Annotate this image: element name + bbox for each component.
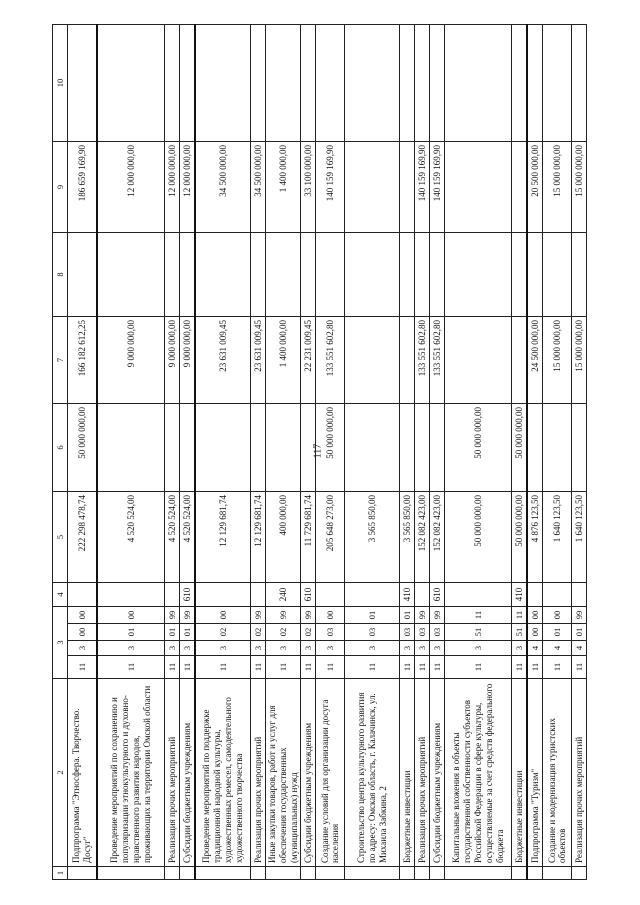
amount-9: 12 000 000,00: [180, 142, 196, 233]
amount-7: 166 182 612,25: [68, 317, 98, 404]
row-name: Субсидии бюджетным учреждениям: [430, 679, 445, 867]
amount-9: 140 159 169,90: [316, 142, 345, 233]
amount-6: [301, 404, 316, 492]
amount-8: [527, 233, 543, 317]
code-part: 3: [180, 641, 196, 656]
budget-table: [52, 24, 587, 880]
amount-10: [512, 25, 528, 142]
amount-7: 9 000 000,00: [165, 317, 180, 404]
code-part: 3: [400, 641, 415, 656]
amount-5: 400 000,00: [266, 492, 301, 583]
amount-5: 205 648 273,00: [316, 492, 345, 583]
code-part: 11: [445, 656, 512, 679]
column-header: 7: [53, 317, 68, 404]
code-part: 11: [316, 656, 345, 679]
amount-6: [527, 404, 543, 492]
amount-6: 50 000 000,00: [316, 404, 345, 492]
expense-type: [415, 583, 430, 607]
row-name: Строительство центра культурного развития по адресу: Омская область, г. Калачинск, ул. Михаила Забкина, 2: [345, 679, 400, 867]
expense-type: [527, 583, 543, 607]
code-part: 11: [527, 656, 543, 679]
code-part: 99: [251, 607, 266, 624]
code-part: 3: [266, 641, 301, 656]
table-row: [316, 25, 345, 880]
row-name: Бюджетные инвестиции: [512, 679, 528, 867]
amount-6: [543, 404, 572, 492]
code-part: 99: [266, 607, 301, 624]
amount-10: [165, 25, 180, 142]
amount-10: [316, 25, 345, 142]
amount-8: [345, 233, 400, 317]
amount-8: [512, 233, 528, 317]
code-part: 3: [195, 641, 251, 656]
amount-8: [543, 233, 572, 317]
amount-8: [251, 233, 266, 317]
code-part: 11: [543, 656, 572, 679]
code-part: 00: [527, 607, 543, 624]
expense-type: 610: [301, 583, 316, 607]
code-part: 4: [543, 641, 572, 656]
amount-10: [400, 25, 415, 142]
table-row: [301, 25, 316, 880]
row-name: Субсидии бюджетным учреждениям: [301, 679, 316, 867]
amount-10: [97, 25, 165, 142]
amount-7: 23 631 009,45: [195, 317, 251, 404]
code-part: 51: [512, 624, 528, 641]
code-part: 3: [68, 641, 98, 656]
amount-9: 20 500 000,00: [527, 142, 543, 233]
amount-9: 34 500 000,00: [195, 142, 251, 233]
row-name: Капитальные вложения в объекты государственной собственности субъектов Российской Федерации в сфере культуры, осуществляемые за счет средств федерального бюджета: [445, 679, 512, 867]
amount-10: [415, 25, 430, 142]
amount-5: 12 129 681,74: [195, 492, 251, 583]
amount-5: 4 876 123,50: [527, 492, 543, 583]
code-part: 3: [97, 641, 165, 656]
amount-5: 4 520 524,00: [165, 492, 180, 583]
row-name: Подпрограмма "Этносфера. Творчество. Досуг": [68, 679, 98, 867]
code-part: 11: [251, 656, 266, 679]
code-part: 99: [165, 607, 180, 624]
amount-5: 152 082 423,00: [415, 492, 430, 583]
row-name: Бюджетные инвестиции: [400, 679, 415, 867]
amount-6: [97, 404, 165, 492]
column-header: 5: [53, 492, 68, 583]
code-part: 01: [345, 607, 400, 624]
table-row: [543, 25, 572, 880]
row-name: Реализация прочих мероприятий: [415, 679, 430, 867]
amount-8: [430, 233, 445, 317]
row-name: Проведение мероприятий по поддержке традиционной народной культуры, художественных ремесел, самодеятельного художественного творчества: [195, 679, 251, 867]
code-part: 03: [430, 624, 445, 641]
amount-5: 4 520 524,00: [180, 492, 196, 583]
code-part: 01: [97, 624, 165, 641]
amount-8: [415, 233, 430, 317]
amount-9: 34 500 000,00: [251, 142, 266, 233]
expense-type: [97, 583, 165, 607]
expense-type: 610: [180, 583, 196, 607]
code-part: 03: [345, 624, 400, 641]
amount-7: 1 400 000,00: [266, 317, 301, 404]
amount-9: 140 159 169,90: [430, 142, 445, 233]
expense-type: [543, 583, 572, 607]
amount-8: [316, 233, 345, 317]
code-part: 99: [301, 607, 316, 624]
amount-7: [400, 317, 415, 404]
table-row: [251, 25, 266, 880]
amount-6: 50 000 000,00: [512, 404, 528, 492]
row-name: Иные закупки товаров, работ и услуг для обеспечения государственных (муниципальных) нужд: [266, 679, 301, 867]
expense-type: [572, 583, 587, 607]
amount-7: 133 551 602,80: [316, 317, 345, 404]
code-part: 3: [445, 641, 512, 656]
expense-type: [165, 583, 180, 607]
amount-7: 9 000 000,00: [180, 317, 196, 404]
amount-8: [445, 233, 512, 317]
table-row: [345, 25, 400, 880]
amount-7: 24 500 000,00: [527, 317, 543, 404]
code-part: 11: [195, 656, 251, 679]
code-part: 00: [316, 607, 345, 624]
amount-9: 33 100 000,00: [301, 142, 316, 233]
code-part: 3: [301, 641, 316, 656]
row-name: Проведение мероприятий по сохранению и популяризации этнокультурного и духовно-нравственного развития народов, проживающих на территории Омской области: [97, 679, 165, 867]
expense-type: [445, 583, 512, 607]
amount-7: [512, 317, 528, 404]
amount-10: [445, 25, 512, 142]
amount-7: 9 000 000,00: [97, 317, 165, 404]
expense-type: 610: [430, 583, 445, 607]
amount-5: 1 640 123,50: [572, 492, 587, 583]
table-row: [180, 25, 196, 880]
amount-6: [572, 404, 587, 492]
table-row: [430, 25, 445, 880]
code-part: 3: [345, 641, 400, 656]
amount-9: 12 000 000,00: [97, 142, 165, 233]
code-part: 3: [316, 641, 345, 656]
amount-6: [400, 404, 415, 492]
amount-9: 15 000 000,00: [572, 142, 587, 233]
code-part: 4: [572, 641, 587, 656]
code-part: 02: [266, 624, 301, 641]
code-part: 51: [445, 624, 512, 641]
amount-7: [445, 317, 512, 404]
code-part: 11: [572, 656, 587, 679]
code-part: 02: [251, 624, 266, 641]
row-name: Субсидии бюджетным учреждениям: [180, 679, 196, 867]
code-part: 11: [68, 656, 98, 679]
code-part: 00: [68, 607, 98, 624]
code-part: 11: [97, 656, 165, 679]
amount-9: 12 000 000,00: [165, 142, 180, 233]
code-part: 00: [68, 624, 98, 641]
code-part: 00: [97, 607, 165, 624]
row-name: Реализация прочих мероприятий: [572, 679, 587, 867]
amount-8: [165, 233, 180, 317]
code-part: 3: [165, 641, 180, 656]
amount-9: [512, 142, 528, 233]
row-name: Реализация прочих мероприятий: [165, 679, 180, 867]
amount-5: 1 640 123,50: [543, 492, 572, 583]
table-row: [572, 25, 587, 880]
amount-8: [400, 233, 415, 317]
code-part: 99: [415, 607, 430, 624]
amount-7: 133 551 602,80: [430, 317, 445, 404]
amount-10: [543, 25, 572, 142]
row-name: Создание и модернизация туристских объектов: [543, 679, 572, 867]
amount-5: 152 082 423,00: [430, 492, 445, 583]
code-part: 01: [543, 624, 572, 641]
code-part: 03: [400, 624, 415, 641]
amount-6: [266, 404, 301, 492]
table-header-row: [53, 25, 68, 880]
code-part: 00: [195, 607, 251, 624]
code-part: 11: [400, 656, 415, 679]
amount-7: 15 000 000,00: [572, 317, 587, 404]
expense-type: [251, 583, 266, 607]
column-header: 4: [53, 583, 68, 607]
amount-10: [345, 25, 400, 142]
expense-type: [345, 583, 400, 607]
amount-6: [415, 404, 430, 492]
code-part: 99: [430, 607, 445, 624]
code-part: 11: [266, 656, 301, 679]
code-part: 4: [527, 641, 543, 656]
amount-10: [180, 25, 196, 142]
amount-9: [345, 142, 400, 233]
amount-8: [180, 233, 196, 317]
table-row: [165, 25, 180, 880]
table-row: [445, 25, 512, 880]
amount-10: [195, 25, 251, 142]
amount-6: [180, 404, 196, 492]
amount-7: 22 231 009,45: [301, 317, 316, 404]
table-row: [512, 25, 528, 880]
code-part: 00: [527, 624, 543, 641]
code-part: 03: [316, 624, 345, 641]
code-part: 99: [180, 607, 196, 624]
code-part: 3: [251, 641, 266, 656]
table-row: [68, 25, 98, 880]
amount-8: [195, 233, 251, 317]
expense-type: [316, 583, 345, 607]
column-header: 3: [53, 607, 68, 679]
amount-5: 3 565 850,00: [345, 492, 400, 583]
code-part: 02: [301, 624, 316, 641]
amount-6: [430, 404, 445, 492]
page-number: 117: [312, 443, 324, 459]
amount-6: [165, 404, 180, 492]
code-part: 01: [572, 624, 587, 641]
table-row: [415, 25, 430, 880]
amount-9: 1 400 000,00: [266, 142, 301, 233]
amount-6: [251, 404, 266, 492]
amount-7: [345, 317, 400, 404]
amount-9: [400, 142, 415, 233]
amount-8: [97, 233, 165, 317]
code-part: 01: [180, 624, 196, 641]
amount-10: [251, 25, 266, 142]
amount-7: 15 000 000,00: [543, 317, 572, 404]
column-header: 1: [53, 867, 68, 880]
amount-5: 11 729 681,74: [301, 492, 316, 583]
amount-5: 222 298 478,74: [68, 492, 98, 583]
amount-7: 133 551 602,80: [415, 317, 430, 404]
amount-6: [345, 404, 400, 492]
code-part: 3: [415, 641, 430, 656]
expense-type: 410: [400, 583, 415, 607]
code-part: 00: [543, 607, 572, 624]
row-name: Создание условий для организации досуга населения: [316, 679, 345, 867]
amount-10: [527, 25, 543, 142]
amount-5: 12 129 681,74: [251, 492, 266, 583]
table-row: [266, 25, 301, 880]
code-part: 11: [445, 607, 512, 624]
amount-8: [68, 233, 98, 317]
code-part: 3: [512, 641, 528, 656]
rotated-page: [52, 25, 585, 880]
code-part: 11: [301, 656, 316, 679]
code-part: 11: [345, 656, 400, 679]
amount-8: [301, 233, 316, 317]
amount-5: 3 565 850,00: [400, 492, 415, 583]
amount-8: [572, 233, 587, 317]
amount-5: 50 000 000,00: [445, 492, 512, 583]
column-header: 6: [53, 404, 68, 492]
amount-9: [445, 142, 512, 233]
amount-9: 186 659 169,90: [68, 142, 98, 233]
column-header: 2: [53, 679, 68, 867]
amount-9: 15 000 000,00: [543, 142, 572, 233]
code-part: 3: [430, 641, 445, 656]
table-row: [527, 25, 543, 880]
code-part: 01: [400, 607, 415, 624]
amount-7: 23 631 009,45: [251, 317, 266, 404]
code-part: 11: [512, 607, 528, 624]
code-part: 01: [165, 624, 180, 641]
expense-type: 410: [512, 583, 528, 607]
expense-type: [68, 583, 98, 607]
amount-10: [572, 25, 587, 142]
amount-10: [266, 25, 301, 142]
code-part: 03: [415, 624, 430, 641]
amount-6: 50 000 000,00: [445, 404, 512, 492]
column-header: 8: [53, 233, 68, 317]
amount-5: 50 000 000,00: [512, 492, 528, 583]
amount-10: [430, 25, 445, 142]
code-part: 99: [572, 607, 587, 624]
column-header: 9: [53, 142, 68, 233]
amount-10: [68, 25, 98, 142]
code-part: 11: [430, 656, 445, 679]
amount-8: [266, 233, 301, 317]
code-part: 11: [180, 656, 196, 679]
table-row: [97, 25, 165, 880]
amount-6: [195, 404, 251, 492]
code-part: 11: [165, 656, 180, 679]
column-header: 10: [53, 25, 68, 142]
expense-type: 240: [266, 583, 301, 607]
amount-6: 50 000 000,00: [68, 404, 98, 492]
code-part: 02: [195, 624, 251, 641]
table-row: [195, 25, 251, 880]
row-name: Реализация прочих мероприятий: [251, 679, 266, 867]
amount-5: 4 520 524,00: [97, 492, 165, 583]
code-part: 11: [512, 656, 528, 679]
expense-type: [195, 583, 251, 607]
amount-10: [301, 25, 316, 142]
amount-9: 140 159 169,90: [415, 142, 430, 233]
code-part: 11: [415, 656, 430, 679]
table-row: [400, 25, 415, 880]
row-name: Подпрограмма "Туризм": [527, 679, 543, 867]
